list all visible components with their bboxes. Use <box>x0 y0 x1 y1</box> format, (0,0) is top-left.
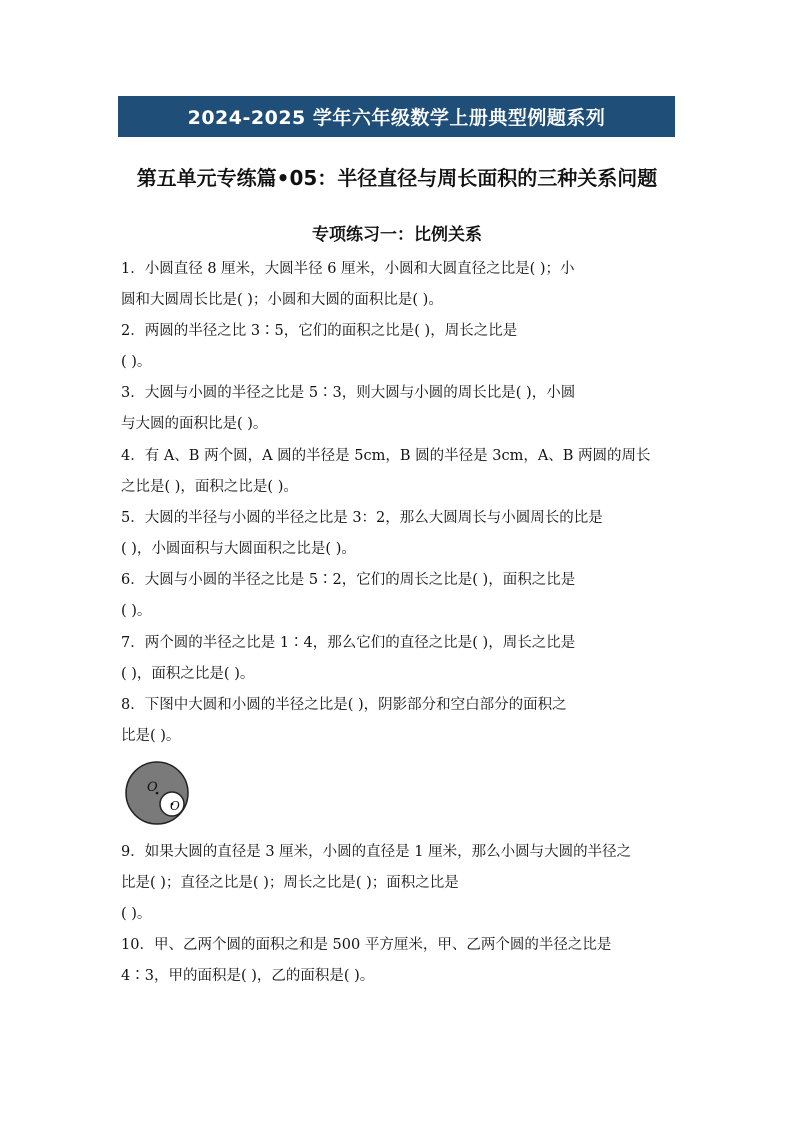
question-9-line-3: ( )。 <box>121 906 152 922</box>
question-5-line-2: ( )，小圆面积与大圆面积之比是( )。 <box>121 541 356 557</box>
question-8-line-2: 比是( )。 <box>121 728 181 744</box>
question-3-line-1: 3．大圆与小圆的半径之比是 5∶3，则大圆与小圆的周长比是( )，小圆 <box>121 385 576 401</box>
question-2-line-1: 2．两圆的半径之比 3∶5，它们的面积之比是( )，周长之比是 <box>121 323 518 339</box>
question-2-line-2: ( )。 <box>121 354 152 370</box>
small-center-label: O <box>170 799 180 813</box>
section-title: 专项练习一：比例关系 <box>312 225 482 245</box>
question-4-line-1: 4．有 A、B 两个圆，A 圆的半径是 5cm，B 圆的半径是 3cm，A、B 两圆的周长 <box>121 448 651 464</box>
question-5-line-1: 5．大圆的半径与小圆的半径之比是 3：2，那么大圆周长与小圆周长的比是 <box>121 510 603 526</box>
question-1-line-1: 1．小圆直径 8 厘米，大圆半径 6 厘米，小圆和大圆直径之比是( )；小 <box>121 261 575 277</box>
question-10-line-2: 4∶3，甲的面积是( )，乙的面积是( )。 <box>121 968 375 984</box>
question-6-line-1: 6．大圆与小圆的半径之比是 5∶2，它们的周长之比是( )，面积之比是 <box>121 572 576 588</box>
unit-title: 第五单元专练篇•05：半径直径与周长面积的三种关系问题 <box>136 166 658 190</box>
question-9-line-2: 比是( )；直径之比是( )；周长之比是( )；面积之比是 <box>121 875 459 891</box>
series-banner: 2024-2025 学年六年级数学上册典型例题系列 <box>118 96 675 137</box>
question-8-line-1: 8．下图中大圆和小圆的半径之比是( )，阴影部分和空白部分的面积之 <box>121 697 567 713</box>
big-center-label: O <box>147 780 158 795</box>
question-1-line-2: 圆和大圆周长比是( )；小圆和大圆的面积比是( )。 <box>121 292 443 308</box>
question-9-line-1: 9．如果大圆的直径是 3 厘米，小圆的直径是 1 厘米，那么小圆与大圆的半径之 <box>121 844 632 860</box>
question-6-line-2: ( )。 <box>121 603 152 619</box>
question-7-line-1: 7．两个圆的半径之比是 1∶4，那么它们的直径之比是( )，周长之比是 <box>121 635 576 651</box>
question-7-line-2: ( )，面积之比是( )。 <box>121 666 255 682</box>
question-4-line-2: 之比是( )，面积之比是( )。 <box>121 479 298 495</box>
circles-figure <box>124 760 192 828</box>
question-10-line-1: 10．甲、乙两个圆的面积之和是 500 平方厘米，甲、乙两个圆的半径之比是 <box>121 937 612 953</box>
question-3-line-2: 与大圆的面积比是( )。 <box>121 416 268 432</box>
